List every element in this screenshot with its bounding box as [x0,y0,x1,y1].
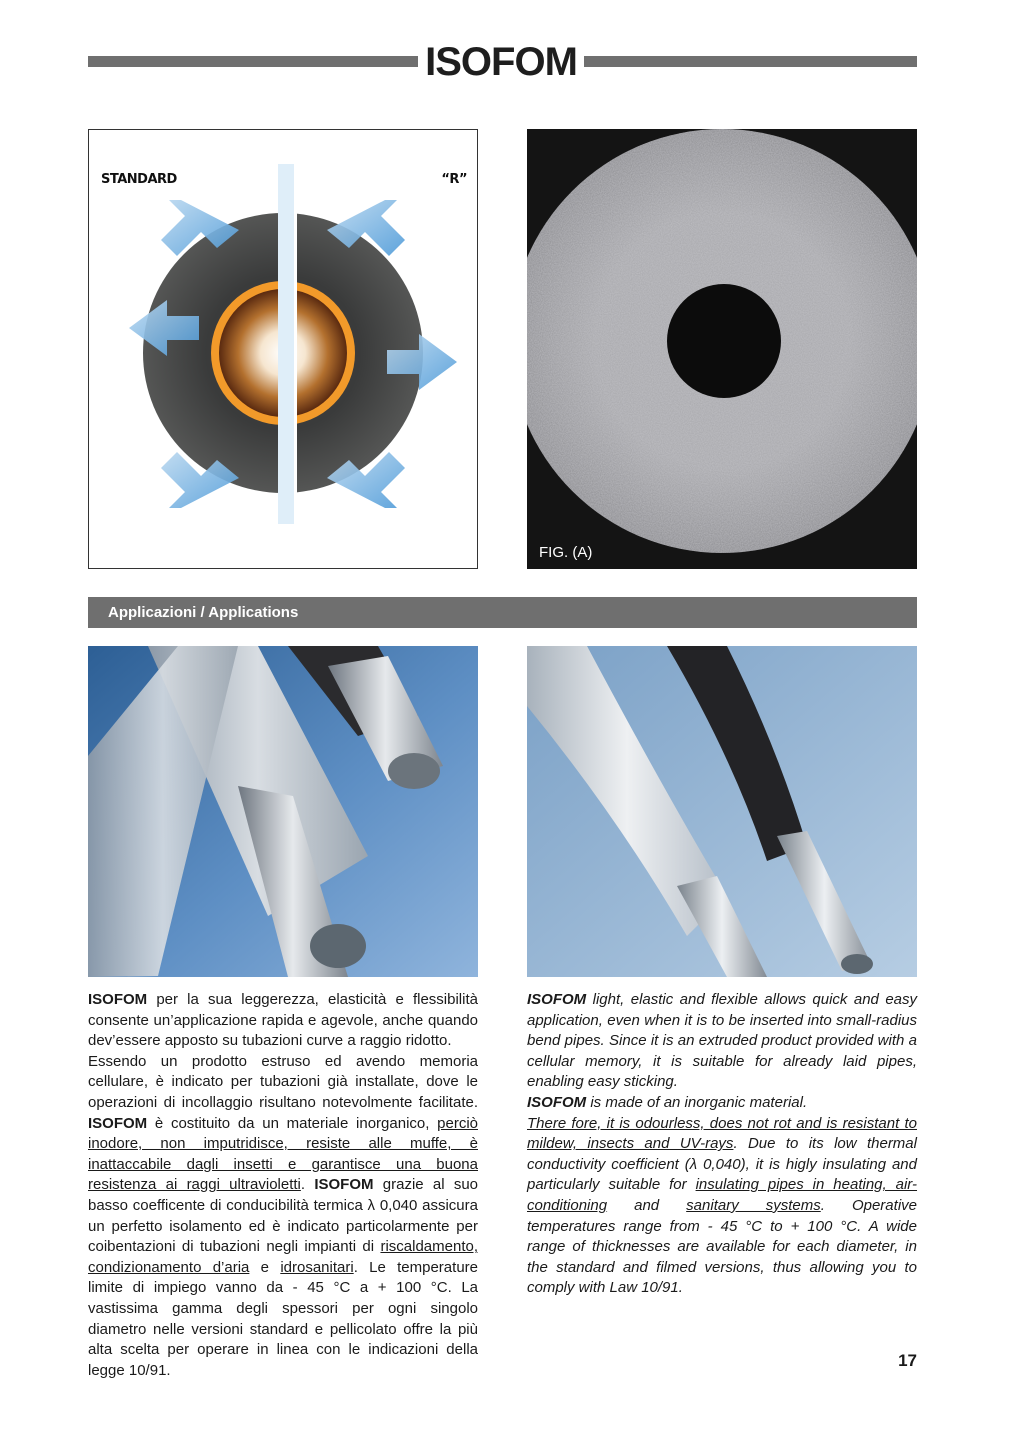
italian-underlined-text: perciò inodore, non imputridisce, resiste alle muffe, è inattaccabile dagli insetti e garantisce una buona resistenza ai raggi ultravioletti [88,1114,478,1194]
english-text: . Due to its low thermal conductivity coefficient (λ 0,040), it is higly insulating and particularly suitable for [527,1135,917,1194]
brand-name: ISOFOM [527,1093,587,1111]
pipes-graphic-right [527,646,917,977]
english-underlined-text: insulating pipes in heating, air-conditioning [527,1176,918,1214]
italian-paragraph-2 [88,1052,478,1382]
brand-name: ISOFOM [88,1114,148,1132]
english-text: is made of an inorganic material. [586,1093,808,1111]
foam-disc-graphic [527,129,917,569]
page-title: ISOFOM [425,40,577,84]
english-text: and [607,1196,687,1214]
fig-a-label: FIG. (A) [539,544,593,561]
r-label: “R” [441,172,467,187]
italian-description [88,990,478,1381]
brand-name: ISOFOM [314,1176,374,1194]
standard-label: STANDARD [101,172,177,187]
italian-paragraph-1 [88,990,478,1052]
english-underlined-text: There fore, it is odourless, does not rot and is resistant to mildew, insects and UV-rays [527,1114,917,1153]
english-text: light, elastic and flexible allows quick and easy application, even when it is to be inserted into small-radius bend pipes. Since it is an extruded product provided with a cellular memory, it is suitable for already laid pipes, enabling easy sticking. [527,991,917,1091]
italian-underlined-text: riscaldamento, condizionamento d’aria [88,1238,478,1276]
insulated-pipes-photo-left [88,646,478,977]
italian-text: è costituito da un materiale inorganico, [147,1114,438,1132]
header-rule-left [88,56,418,67]
italian-text: e [249,1258,281,1276]
page-number: 17 [898,1351,917,1370]
italian-text: . [300,1176,315,1194]
brand-name: ISOFOM [527,991,587,1008]
italian-text: grazie al suo basso coefficente di conducibilità termica λ 0,040 assicura un perfetto isolamento ed è indicato particolarmente per coibentazioni di tubazioni negli impianti di [88,1176,479,1256]
italian-text: per la sua leggerezza, elasticità e flessibilità consente un’applicazione rapida e agevole, anche quando dev’essere apposto su tubazioni curve a raggio ridotto. [88,991,478,1050]
english-paragraph-3 [527,1114,917,1299]
header-rule-right [584,56,917,67]
italian-underlined-text: idrosanitari [280,1258,354,1276]
italian-text: Essendo un prodotto estruso ed avendo memoria cellulare, è indicato per tubazioni già installate, dove le operazioni di incollaggio risultano notevolmente facilitate. [88,1052,478,1111]
english-description [527,990,917,1299]
english-text: . Operative temperatures range from - 45 °C to + 100 °C. A wide range of thicknesses are available for each diameter, in the standard and filmed versions, thus allowing you to comply with Law 10/91. [527,1196,917,1297]
insulation-diagram-graphic [89,130,477,568]
brand-name: ISOFOM [88,991,148,1008]
italian-text: . Le temperature limite di impiego vanno da - 45 °C a + 100 °C. La vastissima gamma degli spessori per ogni singolo diametro nelle versioni standard e pellicolato offre la più alta scelta per operare in linea con le indicazioni della legge 10/91. [88,1258,478,1379]
english-paragraph-2 [527,1093,917,1114]
english-paragraph-1 [527,990,917,1093]
section-header-applications: Applicazioni / Applications [88,597,917,628]
english-underlined-text: sanitary systems [686,1196,821,1214]
standard-vs-r-diagram [88,129,478,569]
pipes-graphic-left [88,646,478,977]
insulated-pipes-photo-right [527,646,917,977]
foam-cross-section-photo [527,129,917,569]
